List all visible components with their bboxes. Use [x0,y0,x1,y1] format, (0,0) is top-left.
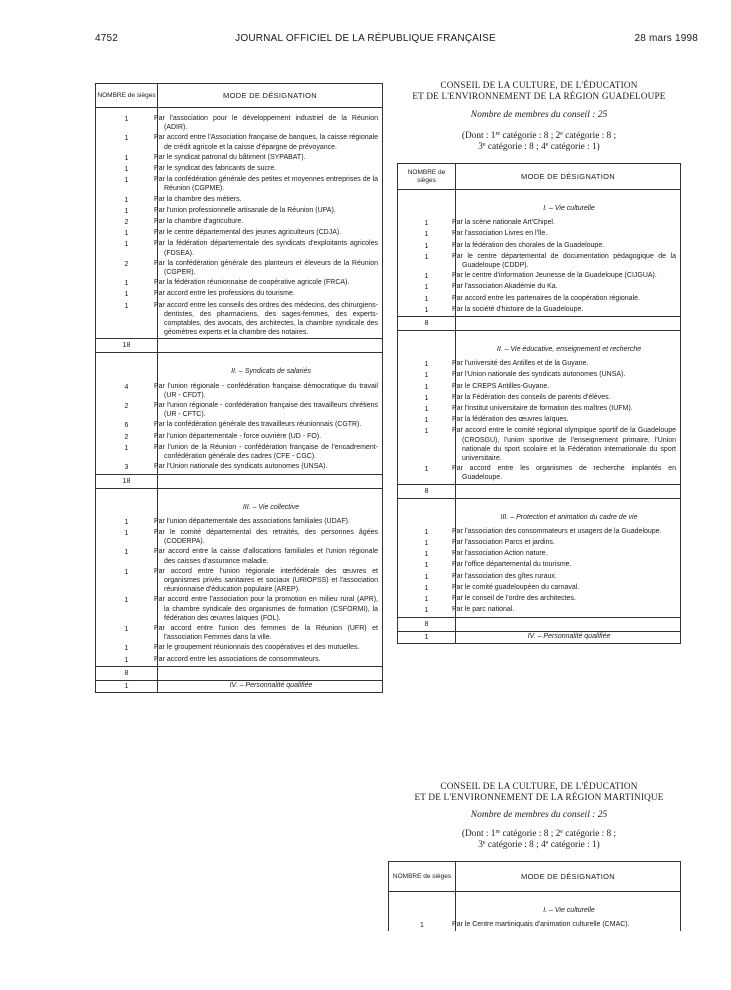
designation-row [96,680,383,692]
designation-text: Par accord entre le comité régional olympique sportif de la Guadeloupe (CROSGU), l'union sportive de l'enseignement primaire, l'Union nationale du sport scolaire et la Fédération internationale du sport universitaire. [456,426,681,464]
section-total: 8 [398,617,456,631]
designation-text: Par l'office départemental du tourisme. [456,560,681,571]
seat-count: 1 [398,583,456,594]
seat-count: 1 [96,228,158,239]
designation-text: Par le centre départemental de documentation pédagogique de la Guadeloupe (CDDP). [456,252,681,271]
category-line: 3e catégorie : 8 ; 4e catégorie : 1) [478,142,600,152]
designation-row [96,228,383,239]
left-designation-table [95,83,383,693]
martinique-categories [398,829,680,851]
designation-row [96,528,383,547]
seat-count: 1 [96,528,158,547]
seat-count: 1 [398,464,456,484]
seat-count: 1 [96,175,158,194]
designation-text: Par la fédération des œuvres laïques. [456,415,681,426]
seat-count: 1 [398,382,456,393]
section-total-row [96,474,383,488]
designation-text: Par la chambre des métiers. [158,195,383,206]
seat-count: 1 [398,294,456,305]
designation-text: Par le conseil de l'ordre des architectes. [456,594,681,605]
seat-count: 1 [398,305,456,317]
designation-row [96,655,383,667]
seat-count: 1 [398,560,456,571]
seat-count: 1 [96,643,158,654]
designation-text: Par la société d'histoire de la Guadeloupe. [456,305,681,317]
designation-row [96,114,383,133]
designation-text: Par la fédération départementale des syndicats d'exploitants agricoles (FDSEA). [158,239,383,258]
seat-count: 1 [398,393,456,404]
seat-count: 1 [398,229,456,240]
seat-count: 1 [96,206,158,217]
seat-count: 1 [398,241,456,252]
designation-row [398,549,681,560]
designation-text: Par l'association des gîtes ruraux. [456,572,681,583]
designation-row [96,624,383,643]
seat-count: 1 [96,195,158,206]
seat-count: 1 [96,517,158,528]
section-total-row [398,617,681,631]
martinique-council-title: CONSEIL DE LA CULTURE, DE L'ÉDUCATION ET DE L'ENVIRONNEMENT DE LA RÉGION MARTINIQUE [414,781,664,802]
designation-text: Par l'union départementale - force ouvrière (UD - FO). [158,432,383,443]
designation-text: Par l'institut universitaire de formation des maîtres (IUFM). [456,404,681,415]
issue-date: 28 mars 1998 [634,33,698,44]
seat-count: 1 [96,301,158,339]
designation-row [96,239,383,258]
section-title: II. – Syndicats de salariés [158,353,383,382]
designation-row [398,560,681,571]
designation-text: Par la chambre d'agriculture. [158,217,383,228]
seat-count: 1 [96,114,158,133]
section-title: IV. – Personnalité qualifiée [456,631,681,643]
section-heading [398,190,681,219]
designation-row [398,370,681,381]
seat-count: 2 [96,259,158,278]
designation-text: Par accord entre l'union régionale interfédérale des œuvres et organismes privés sanitaires et sociaux (URIOPSS) et l'association réunionnaise d'éducation populaire (AREP). [158,567,383,596]
designation-text: Par l'union départementale des associations familiales (UDAF). [158,517,383,528]
designation-text: Par l'association Livres en l'île. [456,229,681,240]
column-header-mode: MODE DE DÉSIGNATION [456,862,681,892]
designation-row [398,572,681,583]
section-total: 18 [96,474,158,488]
section-heading [96,353,383,382]
designation-row [96,443,383,462]
designation-table [95,83,383,693]
designation-row [96,175,383,194]
guadeloupe-categories [398,131,680,153]
designation-row [96,289,383,300]
designation-row [96,643,383,654]
designation-text: Par le parc national. [456,605,681,617]
designation-row [96,259,383,278]
seat-count: 1 [96,133,158,152]
seat-count: 1 [96,239,158,258]
seat-count: 1 [398,527,456,538]
seat-count: 1 [398,404,456,415]
designation-text: Par accord entre l'association pour la promotion en milieu rural (APR), la chambre syndicale des organismes de formation (CSFORMI), la fédération des œuvres laïques (FOL). [158,595,383,624]
designation-text: Par la fédération des chorales de la Guadeloupe. [456,241,681,252]
section-title: II. – Vie éducative, enseignement et recherche [456,331,681,360]
seat-count: 1 [96,153,158,164]
designation-table [388,861,681,931]
seat-count: 1 [96,547,158,566]
designation-row [96,301,383,339]
designation-row [398,404,681,415]
designation-text: Par le syndicat des fabricants de sucre. [158,164,383,175]
designation-text: Par la scène nationale Art'Chipel. [456,218,681,229]
designation-text: Par la Fédération des conseils de parents d'élèves. [456,393,681,404]
designation-text: Par l'association pour le développement industriel de la Réunion (ADIR). [158,114,383,133]
designation-text: Par l'association Action nature. [456,549,681,560]
seat-count: 3 [96,462,158,474]
designation-row [398,241,681,252]
designation-text: Par l'université des Antilles et de la Guyane. [456,359,681,370]
designation-row [398,415,681,426]
designation-row [398,464,681,484]
section-total-row [398,484,681,498]
seat-count: 2 [96,401,158,420]
designation-table [397,163,681,644]
designation-row [398,218,681,229]
designation-row [96,517,383,528]
designation-text: Par le syndicat patronal du bâtiment (SYPABAT). [158,153,383,164]
martinique-members: Nombre de membres du conseil : 25 [470,810,608,820]
designation-text: Par le CREPS Antilles-Guyane. [456,382,681,393]
seat-count: 1 [398,594,456,605]
section-total-row [96,339,383,353]
designation-row [398,229,681,240]
designation-row [96,420,383,431]
designation-row [96,401,383,420]
seat-count: 1 [398,359,456,370]
designation-row [96,567,383,596]
martinique-designation-table [388,861,681,931]
designation-row [398,631,681,643]
column-header-mode: MODE DE DÉSIGNATION [456,164,681,190]
designation-text: Par l'Union nationale des syndicats autonomes (UNSA). [158,462,383,474]
designation-row [398,282,681,293]
designation-row [96,164,383,175]
seat-count: 1 [96,680,158,692]
seat-count: 1 [96,443,158,462]
designation-row [96,595,383,624]
seat-count: 1 [96,595,158,624]
seat-count: 6 [96,420,158,431]
designation-row [398,252,681,271]
designation-text: Par la fédération réunionnaise de coopérative agricole (FRCA). [158,278,383,289]
seat-count: 1 [96,624,158,643]
designation-row [398,271,681,282]
seat-count: 2 [96,432,158,443]
designation-row [398,305,681,317]
seat-count: 1 [398,218,456,229]
section-heading [398,331,681,360]
designation-text: Par accord entre la caisse d'allocations familiales et l'union régionale des caisses d'assurance maladie. [158,547,383,566]
designation-row [96,195,383,206]
designation-row [398,605,681,617]
designation-text: Par le centre départemental des jeunes agriculteurs (CDJA). [158,228,383,239]
designation-text: Par la confédération générale des planteurs et éleveurs de la Réunion (CGPER). [158,259,383,278]
designation-row [398,527,681,538]
section-heading [389,892,681,921]
section-total: 8 [398,484,456,498]
seat-count: 2 [96,217,158,228]
column-header-mode: MODE DE DÉSIGNATION [158,84,383,108]
designation-text: Par l'union régionale - confédération française des travailleurs chrétiens (UR - CFTC). [158,401,383,420]
designation-row [398,294,681,305]
designation-row [398,359,681,370]
designation-row [398,583,681,594]
designation-row [398,538,681,549]
section-total-row [398,317,681,331]
seat-count: 1 [398,549,456,560]
seat-count: 1 [96,278,158,289]
section-title: III. – Protection et animation du cadre de vie [456,498,681,527]
guadeloupe-members: Nombre de membres du conseil : 25 [470,110,608,120]
section-total: 18 [96,339,158,353]
section-title: I. – Vie culturelle [456,892,681,921]
designation-row [96,278,383,289]
designation-text: Par le comité départemental des retraités, des personnes âgées (CODERPA). [158,528,383,547]
section-title: IV. – Personnalité qualifiée [158,680,383,692]
section-total: 8 [398,317,456,331]
seat-count: 4 [96,382,158,401]
section-total: 8 [96,666,158,680]
designation-text: Par la confédération générale des travailleurs réunionnais (CGTR). [158,420,383,431]
designation-text: Par l'Union nationale des syndicats autonomes (UNSA). [456,370,681,381]
designation-row [96,217,383,228]
seat-count: 1 [398,271,456,282]
designation-row [398,393,681,404]
seat-count: 1 [389,920,456,931]
designation-row [398,594,681,605]
seat-count: 1 [96,567,158,596]
section-heading [398,498,681,527]
seat-count: 1 [398,415,456,426]
designation-row [96,153,383,164]
designation-text: Par le comité guadeloupéen du carnaval. [456,583,681,594]
seat-count: 1 [398,282,456,293]
designation-row [96,206,383,217]
journal-title: JOURNAL OFFICIEL DE LA RÉPUBLIQUE FRANÇAISE [235,33,496,44]
designation-text: Par accord entre les associations de consommateurs. [158,655,383,667]
designation-text: Par l'union régionale - confédération française démocratique du travail (UR - CFDT). [158,382,383,401]
designation-text: Par l'union professionnelle artisanale de la Réunion (UPA). [158,206,383,217]
page-number: 4752 [95,33,119,44]
seat-count: 1 [96,655,158,667]
seat-count: 1 [96,289,158,300]
designation-row [96,432,383,443]
designation-text: Par l'association Parcs et jardins. [456,538,681,549]
seat-count: 1 [96,164,158,175]
seat-count: 1 [398,538,456,549]
designation-text: Par la confédération générale des petites et moyennes entreprises de la Réunion (CGPME). [158,175,383,194]
guadeloupe-council-title: CONSEIL DE LA CULTURE, DE L'ÉDUCATION ET DE L'ENVIRONNEMENT DE LA RÉGION GUADELOUPE [412,80,666,101]
designation-text: Par le centre d'information Jeunesse de la Guadeloupe (CIJGUA). [456,271,681,282]
designation-text: Par le groupement réunionnais des coopératives et des mutuelles. [158,643,383,654]
designation-row [389,920,681,931]
designation-text: Par l'union de la Réunion - confédération française de l'encadrement-confédération générale des cadres (CFE - CGC). [158,443,383,462]
designation-text: Par accord entre les partenaires de la coopération régionale. [456,294,681,305]
section-heading [96,488,383,517]
seat-count: 1 [398,605,456,617]
category-line: (Dont : 1re catégorie : 8 ; 2e catégorie : 8 ; [461,131,617,141]
section-title: I. – Vie culturelle [456,190,681,219]
section-title: III. – Vie collective [158,488,383,517]
designation-text: Par l'association Akadémie du Ka. [456,282,681,293]
seat-count: 1 [398,252,456,271]
seat-count: 1 [398,631,456,643]
designation-row [398,426,681,464]
seat-count: 1 [398,370,456,381]
designation-row [398,382,681,393]
section-total-row [96,666,383,680]
guadeloupe-designation-table [397,163,681,644]
column-header-seats: NOMBRE de sièges [96,84,158,108]
column-header-seats: NOMBRE de sièges [398,164,456,190]
designation-text: Par accord entre les conseils des ordres des médecins, des chirurgiens-dentistes, des pharmaciens, des sages-femmes, des experts-comptables, des avocats, des architectes, la chambre syndicale des géomètres experts et la chambre des notaires. [158,301,383,339]
column-header-seats: NOMBRE de sièges [389,862,456,892]
designation-text: Par accord entre l'union des femmes de la Réunion (UFR) et l'association Femmes dans la ville. [158,624,383,643]
designation-text: Par le Centre martiniquais d'animation culturelle (CMAC). [456,920,681,931]
designation-text: Par l'association des consommateurs et usagers de la Guadeloupe. [456,527,681,538]
designation-text: Par accord entre les professions du tourisme. [158,289,383,300]
designation-text: Par accord entre l'Association française de banques, la caisse régionale de crédit agricole et la caisse d'épargne de prévoyance. [158,133,383,152]
designation-row [96,547,383,566]
category-line: (Dont : 1re catégorie : 8 ; 2e catégorie : 8 ; [461,829,617,839]
designation-row [96,133,383,152]
designation-row [96,462,383,474]
seat-count: 1 [398,572,456,583]
designation-row [96,382,383,401]
designation-text: Par accord entre les organismes de recherche implantés en Guadeloupe. [456,464,681,484]
category-line: 3e catégorie : 8 ; 4e catégorie : 1) [478,840,600,850]
seat-count: 1 [398,426,456,464]
